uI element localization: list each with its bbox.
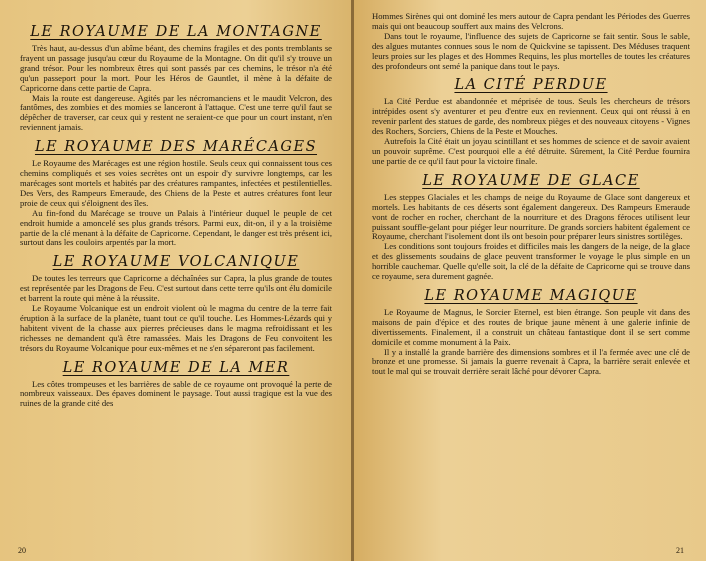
paragraph: Les steppes Glaciales et les champs de neige du Royaume de Glace sont dangereux et mortels. Les habitants de ces déserts sont également dangereux. Des Rampeurs Emeraude vont de rocher en rocher, cherchant de la nourriture et des Dragons féroces utilisent leur puissant souffle-gelant pour piéger leur nourriture. De grands sorciers habitent également ce Royaume, cherchant l'isolement dont ils ont besoin pour préparer leurs sinistres sortilèges. xyxy=(372,191,690,242)
paragraph: De toutes les terreurs que Capricorne a déchaînées sur Capra, la plus grande de toutes est représentée par les Dragons de Feu. C'est surtout dans cette terre qu'ils ont élu domicile et barrent la route qui mène à la réussite. xyxy=(20,273,332,304)
paragraph: Le Royaume de Magnus, le Sorcier Eternel, est bien étrange. Son peuple vit dans des maisons de pain d'épice et des routes de brique jaune mènent à une galerie infinie de divertissements. Finalement, il a construit un château fantastique dont il se sert comme domicile et comme monument à la Paix. xyxy=(372,306,690,347)
section-ice xyxy=(372,173,690,282)
page-number: 20 xyxy=(18,546,26,555)
paragraph: Les côtes trompeuses et les barrières de sable de ce royaume ont provoqué la perte de nombreux vaisseaux. Des épaves dominent le paysage. Tout aussi tragique est la vue des ruines de la grande cité des xyxy=(20,378,332,409)
section-sea-continued xyxy=(372,12,690,71)
section-magic xyxy=(372,288,690,377)
section-mountain xyxy=(20,24,332,133)
section-heading: LE ROYAUME DE LA MONTAGNE xyxy=(30,24,322,40)
paragraph: Dans tout le royaume, l'influence des sujets de Capricorne se fait sentir. Sous le sable, des algues mutantes connues sous le nom de Quickvine se tapissent. Des Méduses traquent leurs proies sur les plages et des Hommes Requins, les plus mortelles de toutes les créatures des profondeurs ont semé la panique dans tout le pays. xyxy=(372,30,690,71)
paragraph: La Cité Perdue est abandonnée et méprisée de tous. Seuls les chercheurs de trésors intrépides osent s'y aventurer et peu d'entre eux en reviennent. Ceux qui ont réussi à en revenir parlent des statues de garde, des nombreux pièges et des nouveaux citoyens - Vignes des Rochers, Sorciers, Chiens de la Peste et Mouches. xyxy=(372,96,690,137)
paragraph: Très haut, au-dessus d'un abîme béant, des chemins fragiles et des ponts tremblants se frayent un passage jusqu'au cœur du Royaume de la Montagne. On dit qu'il s'y trouve un grand trésor. Pour les nombreux êtres qui sont passés par ces chemins, le trésor n'a été qu'un passeport pour la mort. Pour les Héros de Gauntlet, il mène à la défaite de Capricorne dans cette partie de Capra. xyxy=(20,43,332,93)
left-page xyxy=(0,0,352,561)
paragraph: Hommes Sirènes qui ont dominé les mers autour de Capra pendant les Périodes des Guerres mais qui ont beaucoup souffert aux mains des Velcrons. xyxy=(372,11,690,31)
right-page xyxy=(354,0,706,561)
section-heading: LE ROYAUME VOLCANIQUE xyxy=(52,254,300,271)
paragraph: Mais la route est dangereuse. Agités par les nécromanciens et le maudit Velcron, des fantômes, des zombies et des momies se lanceront à l'attaque. C'est une terre qu'il faut se dépêcher de traverser, car ceux qui y restent ne seraient-ce que pour un court instant, n'en reviennent jamais. xyxy=(20,92,332,133)
paragraph: Au fin-fond du Marécage se trouve un Palais à l'intérieur duquel le peuple de cet endroit humide a amoncelé ses plus grands trésors. Parmi eux, dit-on, il y a la troisième partie de la clé menant à la défaite de Capricorne. Cependant, le danger est très présent ici, surtout dans les couloirs arpentés par la mort. xyxy=(20,207,332,248)
section-sea xyxy=(20,360,332,410)
paragraph: Autrefois la Cité était un joyau scintillant et ses hommes de science et de savoir avaient un pouvoir suprême. C'est pourquoi elle a été détruite. Sûrement, la Cité Perdue fournira une partie de ce qu'il faut pour la victoire finale. xyxy=(372,136,690,166)
paragraph: Les conditions sont toujours froides et difficiles mais les dangers de la neige, de la glace et des glissements soudains de glace peuvent transformer le voyage le plus simple en un horrible cauchemar. Quelle qu'elle soit, la clé de la défaite de Capricorne qui se trouve dans ce royaume, sera durement gagnée. xyxy=(372,241,690,282)
paragraph: Le Royaume des Marécages est une région hostile. Seuls ceux qui connaissent tous ces chemins compliqués et ses voies secrètes ont un espoir d'y survivre longtemps, car les marécages sont mortels et habités par des créatures rampantes, infectées et pestilentielles. Des Vers, des Rampeurs Emeraude, des Chiens de la Peste et autres créatures font leur proie de ceux qui s'éloignent des îles. xyxy=(20,158,332,208)
paragraph: Il y a installé la grande barrière des dimensions sombres et il l'a fermée avec une clé de bronze et une promesse. Si jamais la guerre revenait à Capra, la barrière serait enlevée et tout le mal qui se trouvait derrière serait lâché pour dévorer Capra. xyxy=(372,346,690,377)
section-marshes xyxy=(20,139,332,248)
section-heading: LE ROYAUME DE GLACE xyxy=(422,172,640,189)
section-lost-city xyxy=(372,77,690,166)
section-heading: LE ROYAUME DE LA MER xyxy=(62,359,290,376)
section-heading: LE ROYAUME DES MARÉCAGES xyxy=(34,139,318,156)
section-heading: LA CITÉ PERDUE xyxy=(454,77,608,94)
section-heading: LE ROYAUME MAGIQUE xyxy=(424,287,638,304)
paragraph: Le Royaume Volcanique est un endroit violent où le magma du centre de la terre fait éruption à la surface de la planète, tuant tout ce qu'il touche. Les Hommes-Lézards qui y habitent vivent de la chasse aux pierres précieuses dans le magma refroidissant et les richesses ne demandent qu'à être ramassées. Mais les Dragons de Feu convoitent les trésors du Royaume Volcanique pour eux-mêmes et ne s'en sépareront pas facilement. xyxy=(20,303,332,353)
section-volcanic xyxy=(20,254,332,353)
page-number: 21 xyxy=(676,546,684,555)
